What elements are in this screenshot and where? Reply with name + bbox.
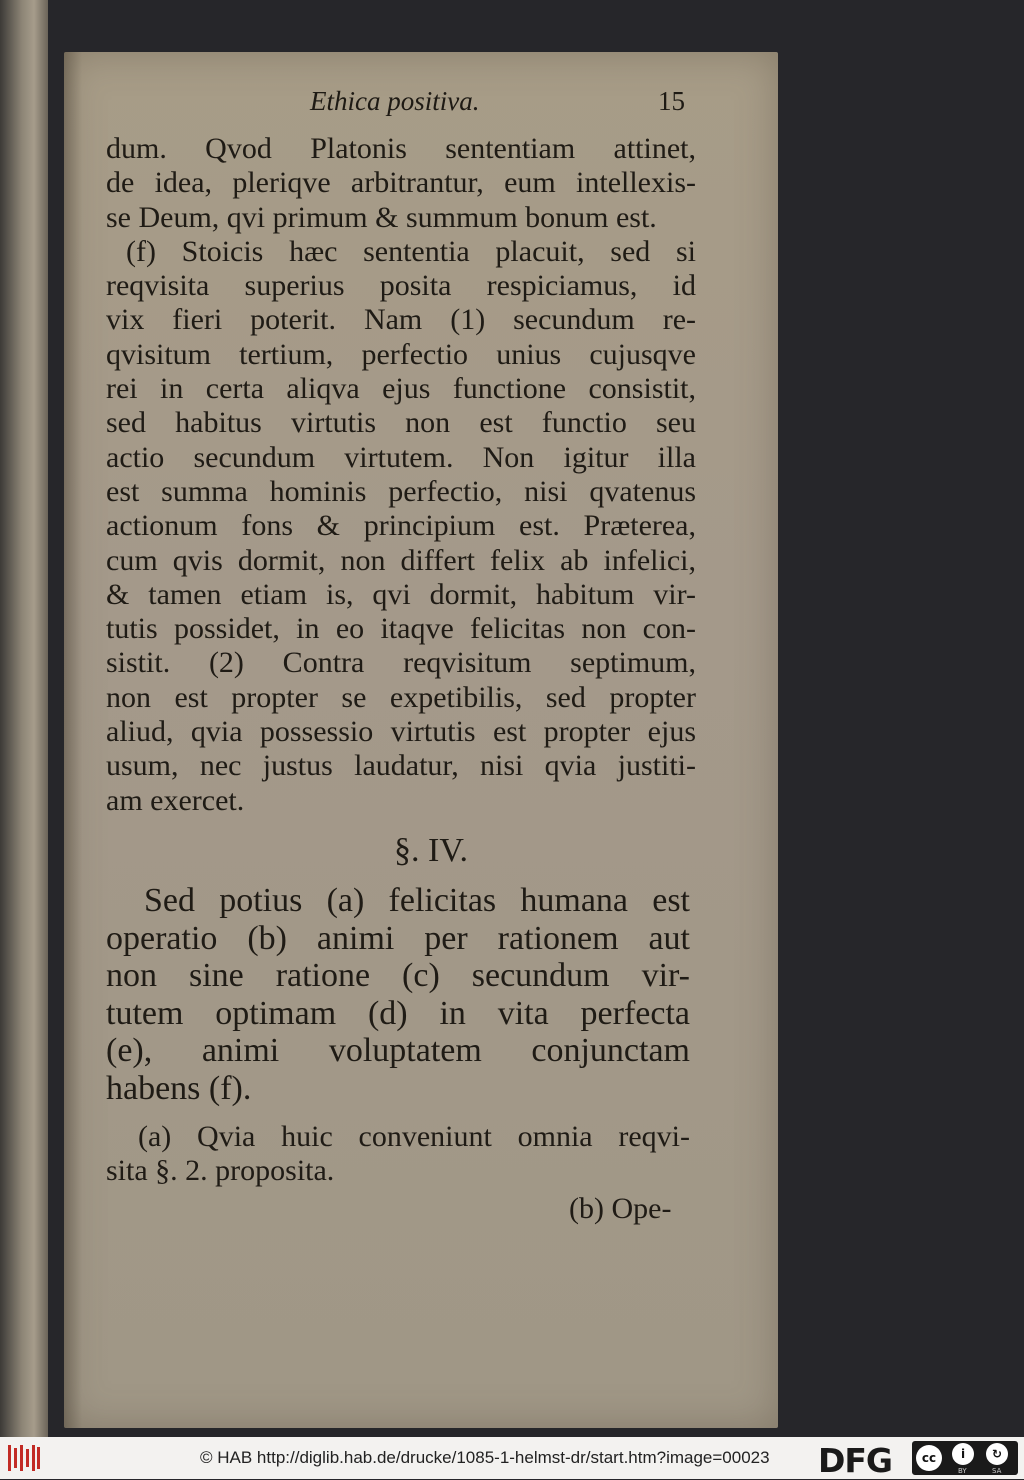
book-page	[64, 52, 778, 1428]
source-link[interactable]: © HAB http://diglib.hab.de/drucke/1085-1-helmst-dr/start.htm?image=00023	[200, 1448, 770, 1467]
license-by-label: BY	[958, 1467, 967, 1475]
viewer-footer	[0, 1437, 1024, 1479]
hab-logo-icon	[8, 1445, 40, 1471]
footnote-line: sita §. 2. proposita.	[106, 1154, 335, 1187]
text-line: se Deum, qvi primum & summum bonum est.	[106, 200, 657, 234]
thesis-line: non sine ratione (c) secundum vir-	[106, 957, 690, 994]
license-sa-label: SA	[992, 1467, 1002, 1475]
text-line: (f) Stoicis hæc sententia placuit, sed si	[126, 234, 696, 268]
text-line: tutis possidet, in eo itaqve felicitas non con-	[106, 612, 696, 646]
text-line: reqvisita superius posita respiciamus, id	[106, 269, 696, 303]
facing-page-edge	[0, 0, 48, 1437]
text-line: est summa hominis perfectio, nisi qvatenus	[106, 474, 696, 508]
thesis-line: operatio (b) animi per rationem aut	[106, 919, 690, 957]
text-line: non est propter se expetibilis, sed propter	[106, 680, 696, 714]
thesis-line: (e), animi voluptatem conjunctam	[106, 1032, 690, 1069]
text-line: de idea, pleriqve arbitrantur, eum intellexis-	[106, 166, 696, 200]
text-line: actio secundum virtutem. Non igitur illa	[106, 440, 696, 474]
text-line: usum, nec justus laudatur, nisi qvia justiti-	[106, 749, 696, 783]
text-line: rei in certa aliqva ejus functione consistit,	[106, 372, 696, 406]
section-heading: §. IV.	[394, 832, 468, 869]
text-line: qvisitum tertium, perfectio unius cujusqve	[106, 337, 696, 371]
footnote-line: (a) Qvia huic conveniunt omnia reqvi-	[138, 1120, 690, 1153]
running-head-title: Ethica positiva.	[310, 86, 480, 116]
text-line: vix fieri poterit. Nam (1) secundum re-	[106, 303, 696, 337]
catchword: (b) Ope-	[569, 1192, 672, 1225]
text-line: & tamen etiam is, qvi dormit, habitum vir-	[106, 577, 696, 611]
text-line: actionum fons & principium est. Præterea,	[106, 509, 696, 543]
thesis-line: habens (f).	[106, 1069, 252, 1107]
text-line: sistit. (2) Contra reqvisitum septimum,	[106, 646, 696, 680]
text-line: cum qvis dormit, non differt felix ab infelici,	[106, 543, 696, 577]
facing-page-bleed-text	[4, 110, 34, 370]
dfg-logo: DFG	[818, 1441, 893, 1480]
thesis-line: tutem optimam (d) in vita perfecta	[106, 994, 690, 1032]
thesis-paragraph	[106, 882, 690, 1107]
thesis-line: Sed potius (a) felicitas humana est	[144, 882, 690, 919]
text-line: sed habitus virtutis non est functio seu	[106, 406, 696, 440]
text-line: aliud, qvia possessio virtutis est propter ejus	[106, 715, 696, 749]
text-line: am exercet.	[106, 783, 245, 817]
cc-license-badge[interactable]	[912, 1441, 1018, 1475]
text-line: dum. Qvod Platonis sententiam attinet,	[106, 132, 696, 165]
page-number: 15	[658, 86, 685, 116]
body-paragraph	[106, 132, 696, 818]
running-head	[64, 80, 778, 120]
footnote-a	[106, 1120, 690, 1188]
attribution-icon: i	[952, 1443, 974, 1465]
cc-icon: cc	[916, 1445, 942, 1471]
share-alike-icon: ↻	[986, 1443, 1008, 1465]
